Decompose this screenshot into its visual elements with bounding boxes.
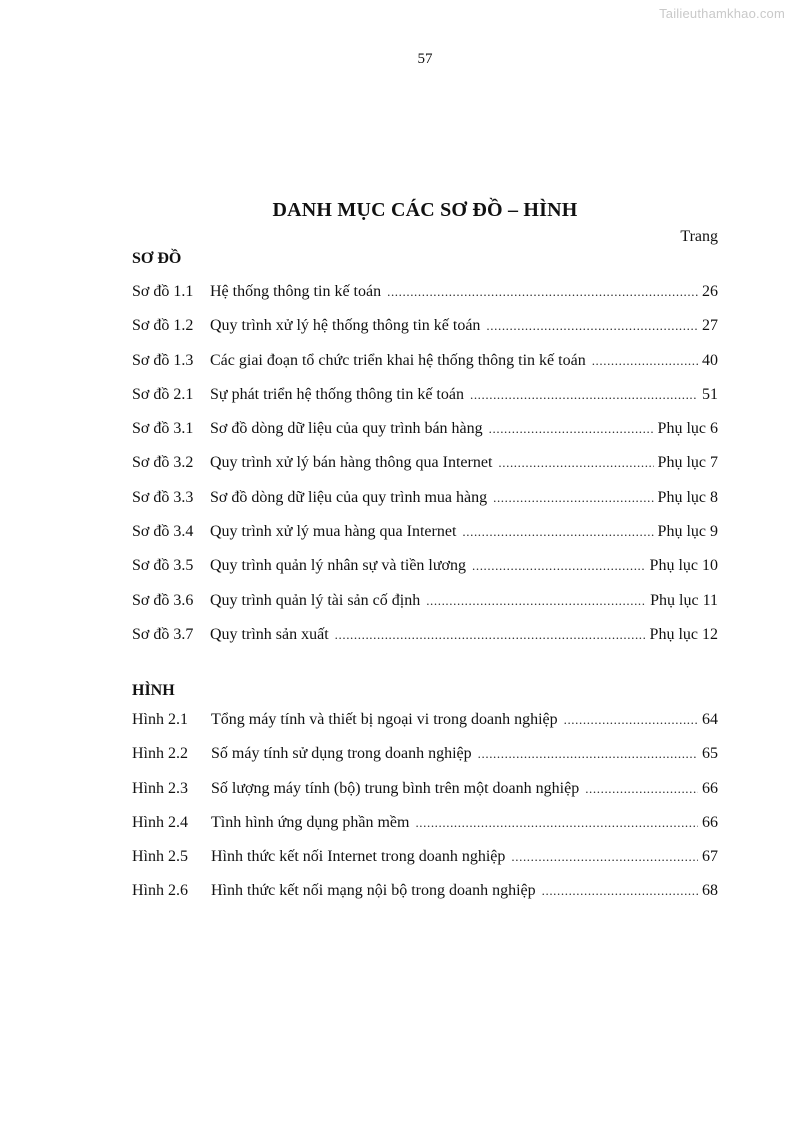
entry-page: 68 [702, 882, 718, 900]
entry-title: Sơ đồ dòng dữ liệu của quy trình mua hàng [210, 488, 488, 506]
page-number: 57 [417, 51, 433, 67]
entry-label: Sơ đồ 3.2 [132, 454, 194, 472]
entry-page: 27 [702, 317, 718, 335]
entry-label: Hình 2.6 [132, 882, 188, 900]
dot-leader [415, 815, 698, 831]
section-heading-so-do: SƠ ĐỒ [132, 250, 182, 267]
entry-label: Sơ đồ 3.1 [132, 420, 194, 438]
toc-entry [132, 317, 718, 351]
entry-label: Hình 2.4 [132, 813, 188, 831]
entry-title: Sự phát triển hệ thống thông tin kế toán [210, 385, 464, 403]
entry-label: Sơ đồ 1.1 [132, 283, 194, 300]
toc-entry [132, 745, 718, 779]
dot-leader [472, 558, 646, 574]
entry-page: 65 [702, 745, 718, 763]
entry-label: Sơ đồ 1.2 [132, 317, 194, 335]
entry-page: Phụ lục 7 [657, 454, 718, 472]
dot-leader [489, 421, 654, 437]
toc-entry [132, 592, 718, 626]
entry-title: Tổng máy tính và thiết bị ngoại vi trong doanh nghiệp [211, 711, 558, 728]
dot-leader [478, 746, 698, 762]
toc-entry [132, 626, 718, 660]
entry-label: Sơ đồ 1.3 [132, 351, 194, 369]
toc-entry [132, 814, 718, 848]
toc-entry [132, 352, 718, 386]
toc-entry [132, 523, 718, 557]
page-title: DANH MỤC CÁC SƠ ĐỒ – HÌNH [272, 199, 578, 221]
entry-title: Quy trình xử lý bán hàng thông qua Internet [210, 454, 493, 472]
entry-title: Quy trình quản lý nhân sự và tiền lương [210, 557, 466, 575]
entry-label: Sơ đồ 3.3 [132, 488, 194, 506]
toc-entry [132, 386, 718, 420]
dot-leader [462, 524, 653, 540]
entry-title: Quy trình sản xuất [210, 625, 329, 643]
entry-label: Hình 2.1 [132, 711, 188, 728]
entry-label: Sơ đồ 2.1 [132, 385, 194, 403]
entry-title: Số máy tính sử dụng trong doanh nghiệp [211, 745, 472, 763]
entry-page: Phụ lục 11 [650, 591, 718, 609]
dot-leader [564, 712, 698, 728]
entry-title: Số lượng máy tính (bộ) trung bình trên một doanh nghiệp [211, 779, 580, 797]
toc-entry [132, 283, 718, 317]
dot-leader [387, 284, 698, 300]
entry-title: Quy trình quản lý tài sản cố định [210, 591, 421, 609]
entry-page: Phụ lục 12 [649, 625, 718, 643]
dot-leader [542, 883, 698, 899]
dot-leader [585, 781, 698, 797]
entry-page: Phụ lục 8 [657, 488, 718, 506]
entry-page: Phụ lục 10 [649, 557, 718, 575]
entry-page: 64 [702, 711, 718, 728]
toc-entry [132, 489, 718, 523]
entry-title: Hình thức kết nối mạng nội bộ trong doanh nghiệp [211, 882, 536, 900]
toc-entry [132, 780, 718, 814]
entry-title: Quy trình xử lý mua hàng qua Internet [210, 523, 457, 541]
entry-page: 66 [702, 779, 718, 797]
dot-leader [498, 455, 653, 471]
so-do-list [132, 283, 718, 660]
entry-page: Phụ lục 9 [657, 523, 718, 541]
dot-leader [493, 490, 653, 506]
toc-entry [132, 848, 718, 882]
entry-page: 67 [702, 848, 718, 866]
dot-leader [426, 593, 646, 609]
dot-leader [486, 318, 698, 334]
section-heading-hinh: HÌNH [132, 682, 175, 699]
dot-leader [335, 627, 646, 643]
entry-page: 51 [702, 385, 718, 403]
entry-label: Sơ đồ 3.5 [132, 557, 194, 575]
entry-page: 66 [702, 813, 718, 831]
entry-label: Sơ đồ 3.7 [132, 625, 194, 643]
hinh-list [132, 711, 718, 917]
dot-leader [592, 353, 698, 369]
entry-title: Quy trình xử lý hệ thống thông tin kế toán [210, 317, 481, 335]
entry-label: Hình 2.3 [132, 779, 188, 797]
entry-title: Hệ thống thông tin kế toán [210, 283, 382, 300]
toc-entry [132, 420, 718, 454]
entry-title: Sơ đồ dòng dữ liệu của quy trình bán hàng [210, 420, 483, 438]
page-column-label: Trang [680, 228, 718, 245]
toc-entry [132, 711, 718, 745]
entry-title: Tình hình ứng dụng phần mềm [211, 813, 410, 831]
entry-page: 40 [702, 351, 718, 369]
watermark: Tailieuthamkhao.com [659, 6, 785, 21]
entry-label: Sơ đồ 3.4 [132, 523, 194, 541]
entry-page: 26 [702, 283, 718, 300]
toc-entry [132, 557, 718, 591]
entry-label: Hình 2.5 [132, 848, 188, 866]
entry-label: Sơ đồ 3.6 [132, 591, 194, 609]
entry-label: Hình 2.2 [132, 745, 188, 763]
entry-title: Hình thức kết nối Internet trong doanh nghiệp [211, 848, 506, 866]
dot-leader [511, 849, 698, 865]
entry-title: Các giai đoạn tổ chức triển khai hệ thống thông tin kế toán [210, 351, 586, 369]
toc-entry [132, 882, 718, 916]
toc-entry [132, 454, 718, 488]
dot-leader [470, 387, 698, 403]
entry-page: Phụ lục 6 [657, 420, 718, 438]
